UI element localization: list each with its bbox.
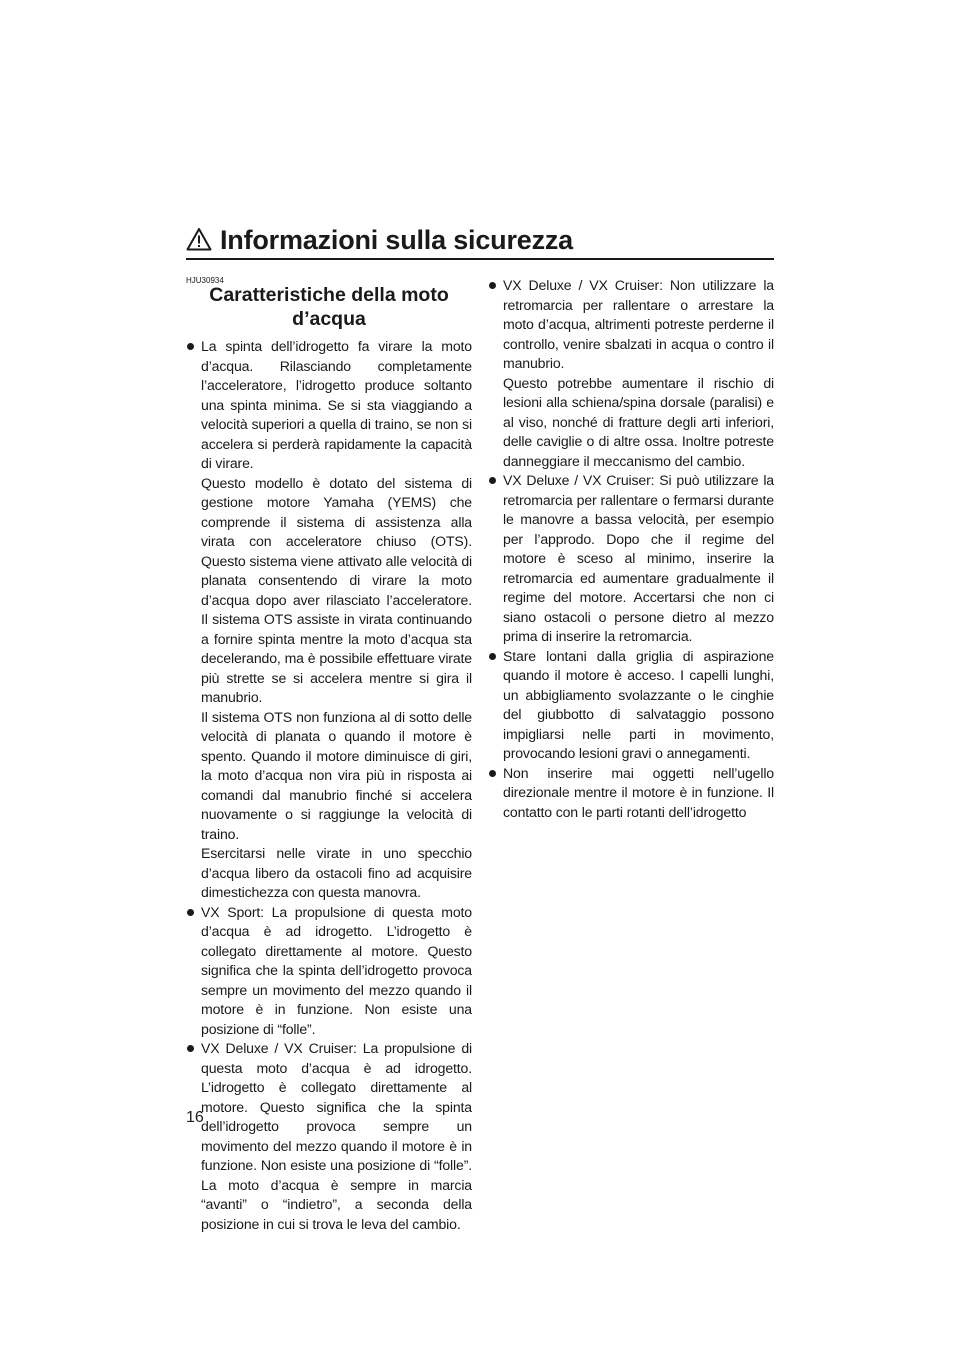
list-item [488,764,774,823]
section-title [186,283,472,331]
header-title: Informazioni sulla sicurezza [220,225,573,255]
list-item [488,276,774,374]
paragraph: Esercitarsi nelle virate in uno specchio d’acqua libero da ostacoli fino ad acquisire dimestichezza con questa manovra. [201,845,472,900]
list-item-continuation [186,474,472,708]
paragraph: Questo potrebbe aumentare il rischio di lesioni alla schiena/spina dorsale (paralisi) e al viso, nonché di fratture degli arti inferiori, delle caviglie o di altre ossa. Inoltre potreste danneggiare il meccanismo del cambio. [503,374,774,469]
list-item [186,337,472,474]
paragraph: Stare lontani dalla griglia di aspirazione quando il motore è acceso. I capelli lunghi, un abbigliamento svolazzante o le cinghie del giubbotto di salvataggio possono impigliarsi nelle parti in movimento, provocando lesioni gravi o annegamenti. [503,647,774,761]
section-title-line-1: Caratteristiche della moto [209,284,449,306]
warning-triangle-icon [186,227,212,251]
right-column [488,276,774,822]
page-header [186,224,774,260]
list-item-continuation [488,374,774,472]
list-item [186,903,472,1040]
left-column [186,276,472,1234]
paragraph: Non inserire mai oggetti nell’ugello direzionale mentre il motore è in funzione. Il contatto con le parti rotanti dell’idrogetto [503,764,774,820]
paragraph: VX Deluxe / VX Cruiser: Si può utilizzare la retromarcia per rallentare o fermarsi durante le manovre a bassa velocità, per esempio per l’approdo. Dopo che il regime del motore è sceso al minimo, inserire la retromarcia ed aumentare gradualmente il regime del motore. Accertarsi che non ci siano ostacoli o persone dietro al mezzo prima di inserire la retromarcia. [503,472,774,644]
section-title-line-2: d’acqua [292,308,366,330]
list-item [488,471,774,647]
list-item-continuation [186,708,472,845]
paragraph: VX Deluxe / VX Cruiser: Non utilizzare la retromarcia per rallentare o arrestare la moto d’acqua, altrimenti potreste perderne il controllo, venire sbalzati in acqua o contro il manubrio. [503,277,774,371]
paragraph: Il sistema OTS non funziona al di sotto delle velocità di planata o quando il motore è spento. Quando il motore diminuisce di giri, la moto d’acqua non vira più in risposta ai comandi dal manubrio finché si accelera nuovamente o si raggiunge la velocità di traino. [201,708,472,842]
paragraph: Questo modello è dotato del sistema di gestione motore Yamaha (YEMS) che comprende il sistema di assistenza alla virata con acceleratore chiuso (OTS). Questo sistema viene attivato alle velocità di planata consentendo di virare la moto d’acqua dopo aver rilasciato l’acceleratore. Il sistema OTS assiste in virata continuando a fornire spinta mentre la moto d’acqua sta decelerando, ma è possibile effettuare virate più strette se si accelera mentre si gira il manubrio. [201,474,472,705]
paragraph: La spinta dell’idrogetto fa virare la moto d’acqua. Rilasciando completamente l’acceleratore, l’idrogetto produce soltanto una spinta minima. Se si sta viaggiando a velocità superiori a quella di traino, se non si accelera si perderà rapidamente la capacità di virare. [201,338,472,471]
list-item [488,647,774,764]
paragraph: VX Sport: La propulsione di questa moto d’acqua è ad idrogetto. L’idrogetto è collegato direttamente al motore. Questo significa che la spinta dell’idrogetto provoca sempre un movimento del mezzo quando il motore è in funzione. Non esiste una posizione di “folle”. [201,903,472,1037]
header-rule [186,258,774,260]
section-code: HJU30934 [186,276,224,285]
paragraph: VX Deluxe / VX Cruiser: La propulsione di questa moto d’acqua è ad idrogetto. L’idrogetto è collegato direttamente al motore. Questo significa che la spinta dell’idrogetto provoca sempre un movimento del mezzo quando il motore è in funzione. Non esiste una posizione di “folle”. La moto d’acqua è sempre in marcia “avanti” o “indietro”, a seconda della posizione in cui si trova le leva del cambio. [201,1040,472,1232]
page-number: 16 [186,1109,204,1126]
list-item [186,1039,472,1234]
list-item-continuation [186,844,472,903]
